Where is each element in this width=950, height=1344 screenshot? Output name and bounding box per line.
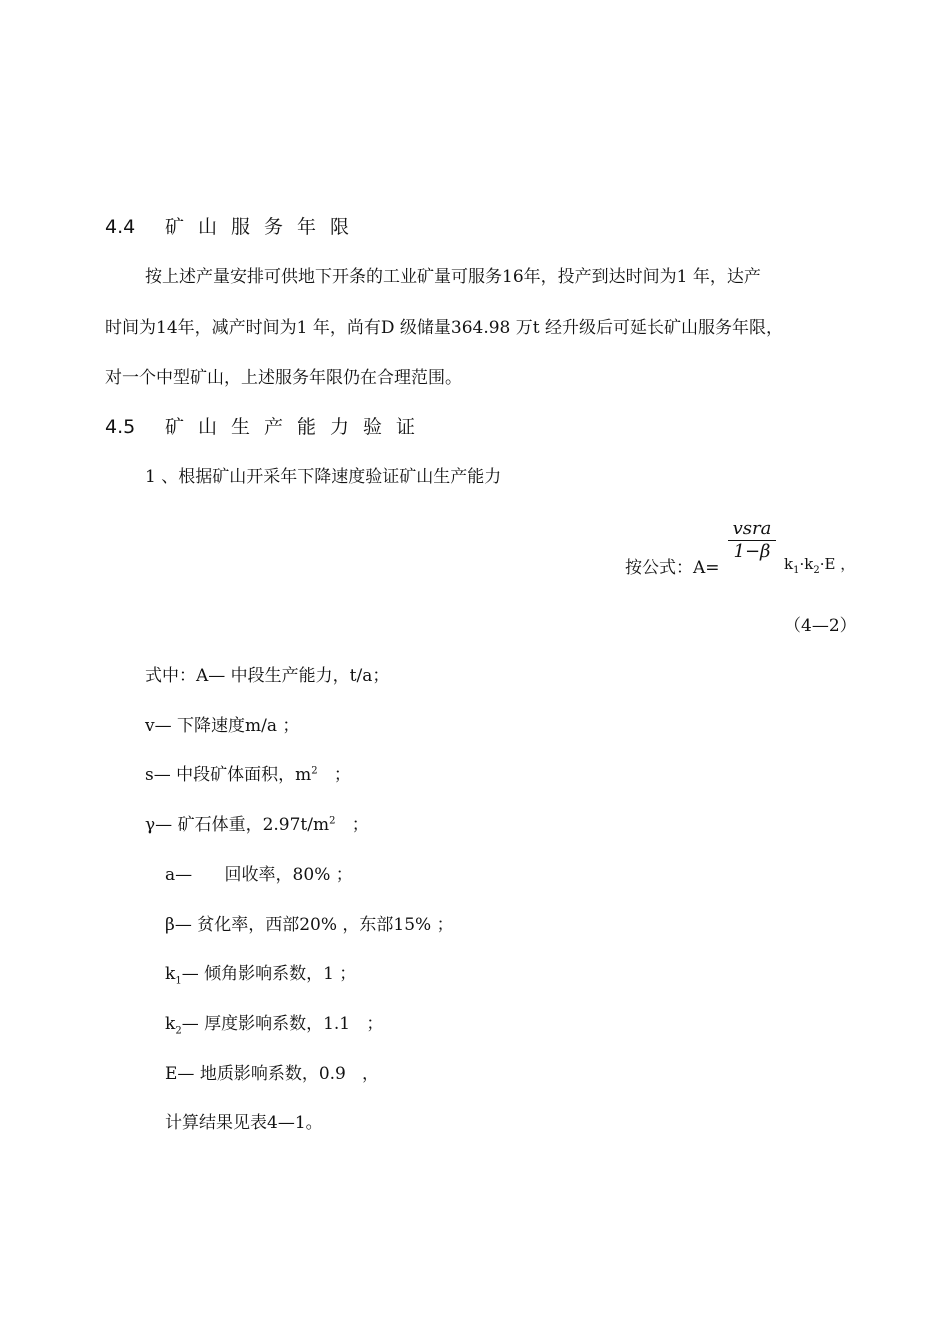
definition-line: $k_2—$ 厚度影响系数，1.1 ； xyxy=(165,1014,384,1037)
equation-number: （4—2） xyxy=(784,616,857,636)
section-title: 矿山生产能力验证 xyxy=(165,416,430,438)
definition-line: 式中：A— 中段生产能力，t/a； xyxy=(145,666,390,686)
list-item-1: 1 、根据矿山开采年下降速度验证矿山生产能力 xyxy=(145,467,502,487)
definition-line: a— 回收率，80% ； xyxy=(165,865,353,885)
definition-line: v— 下降速度m/a ； xyxy=(145,716,300,736)
section-number: 4.5 xyxy=(105,416,136,438)
section-title: 矿山服务年限 xyxy=(165,216,364,238)
paragraph-line: 对一个中型矿山，上述服务年限仍在合理范围。 xyxy=(105,368,462,388)
section-4-4-heading xyxy=(105,212,363,239)
definition-line: s— 中段矿体面积，$m^2$ ； xyxy=(145,765,351,785)
definition-line: β— 贫化率，西部20% ，东部15% ； xyxy=(165,915,454,935)
definition-line: 计算结果见表4—1。 xyxy=(165,1113,323,1133)
fraction-denominator: 1−β xyxy=(733,541,771,562)
definition-line: $k_1—$ 倾角影响系数，1 ； xyxy=(165,964,357,987)
fraction-numerator: vsra xyxy=(728,518,776,541)
paragraph-line: 时间为14年，减产时间为1 年，尚有D 级储量364.98 万t 经升级后可延长矿山服务年限， xyxy=(105,318,784,338)
formula-suffix: $k_1\cdot k_2\cdot E$ ， xyxy=(784,555,856,576)
formula-prefix: 按公式：A= xyxy=(625,558,720,578)
formula-fraction xyxy=(728,518,776,562)
paragraph-line: 按上述产量安排可供地下开条的工业矿量可服务16年，投产到达时间为1 年，达产 xyxy=(145,267,761,287)
section-4-5-heading xyxy=(105,412,429,439)
definition-line: E— 地质影响系数，0.9 ， xyxy=(165,1064,380,1084)
definition-line: γ— 矿石体重，$2.97t/m^2$ ； xyxy=(145,815,369,835)
section-number: 4.4 xyxy=(105,216,136,238)
